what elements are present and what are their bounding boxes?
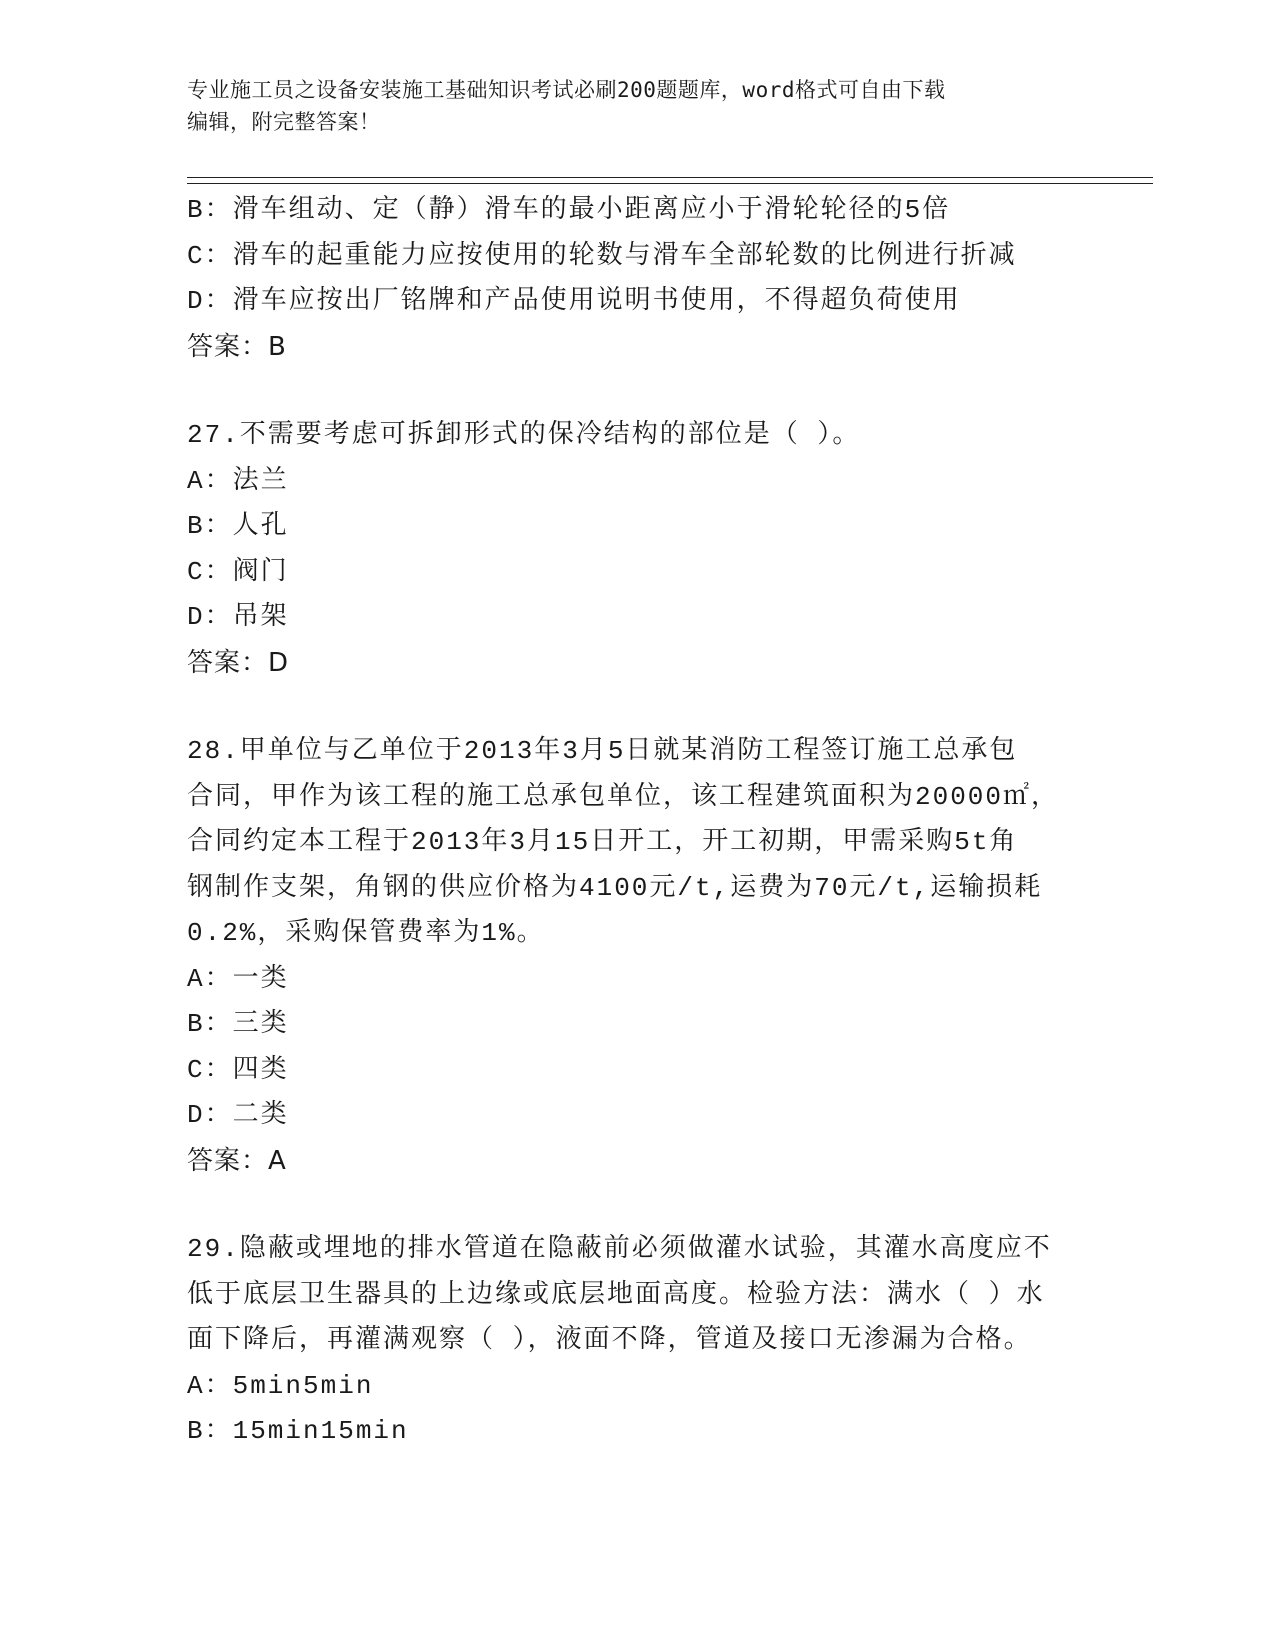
question-block-26: [187, 188, 1067, 370]
question-stem-line: 钢制作支架，角钢的供应价格为4100元/t,运费为70元/t,运输损耗: [187, 872, 1043, 903]
block-spacer: [187, 686, 1067, 729]
question-stem-line: 低于底层卫生器具的上边缘或底层地面高度。检验方法：满水（ ）水: [187, 1279, 1045, 1310]
header-divider: [187, 177, 1153, 184]
question-stem-line: 面下降后，再灌满观察（ ），液面不降，管道及接口无渗漏为合格。: [187, 1325, 1032, 1355]
option-b: B：三类: [187, 1009, 289, 1039]
option-b: B：15min15min: [187, 1416, 409, 1446]
question-block-27: [187, 413, 1067, 686]
page-header: [187, 74, 1087, 138]
question-stem-line: 29.隐蔽或埋地的排水管道在隐蔽前必须做灌水试验，其灌水高度应不: [187, 1234, 1052, 1264]
answer-line: 答案：A: [187, 1145, 287, 1176]
answer-line: 答案：B: [187, 331, 287, 362]
option-a: A：一类: [187, 963, 289, 994]
question-stem-line: 28.甲单位与乙单位于2013年3月5日就某消防工程签订施工总承包: [187, 736, 1018, 766]
header-line-1: 专业施工员之设备安装施工基础知识考试必刷200题题库，word格式可自由下载: [187, 78, 946, 102]
question-stem-line: 合同约定本工程于2013年3月15日开工，开工初期，甲需采购5t角: [187, 827, 1018, 857]
option-b: B：滑车组动、定（静）滑车的最小距离应小于滑轮轮径的5倍: [187, 195, 951, 225]
header-line-2: 编辑，附完整答案！: [187, 110, 381, 134]
option-a: A：法兰: [187, 465, 289, 496]
option-d: D：滑车应按出厂铭牌和产品使用说明书使用，不得超负荷使用: [187, 286, 961, 316]
option-d: D：吊架: [187, 602, 289, 632]
option-d: D：二类: [187, 1100, 289, 1130]
question-stem-line: 合同，甲作为该工程的施工总承包单位，该工程建筑面积为20000㎡，: [187, 781, 1060, 812]
option-c: C：四类: [187, 1054, 289, 1085]
block-spacer: [187, 370, 1067, 413]
question-block-28: [187, 729, 1067, 1184]
answer-line: 答案：D: [187, 647, 290, 678]
question-block-29: [187, 1227, 1067, 1455]
question-stem-line: 0.2%，采购保管费率为1%。: [187, 918, 545, 948]
option-c: C：阀门: [187, 556, 289, 587]
option-b: B：人孔: [187, 511, 289, 541]
option-c: C：滑车的起重能力应按使用的轮数与滑车全部轮数的比例进行折减: [187, 240, 1017, 271]
question-content: [187, 188, 1067, 1455]
block-spacer: [187, 1184, 1067, 1227]
question-stem: 27.不需要考虑可拆卸形式的保冷结构的部位是（ ）。: [187, 420, 861, 450]
option-a: A：5min5min: [187, 1370, 374, 1401]
